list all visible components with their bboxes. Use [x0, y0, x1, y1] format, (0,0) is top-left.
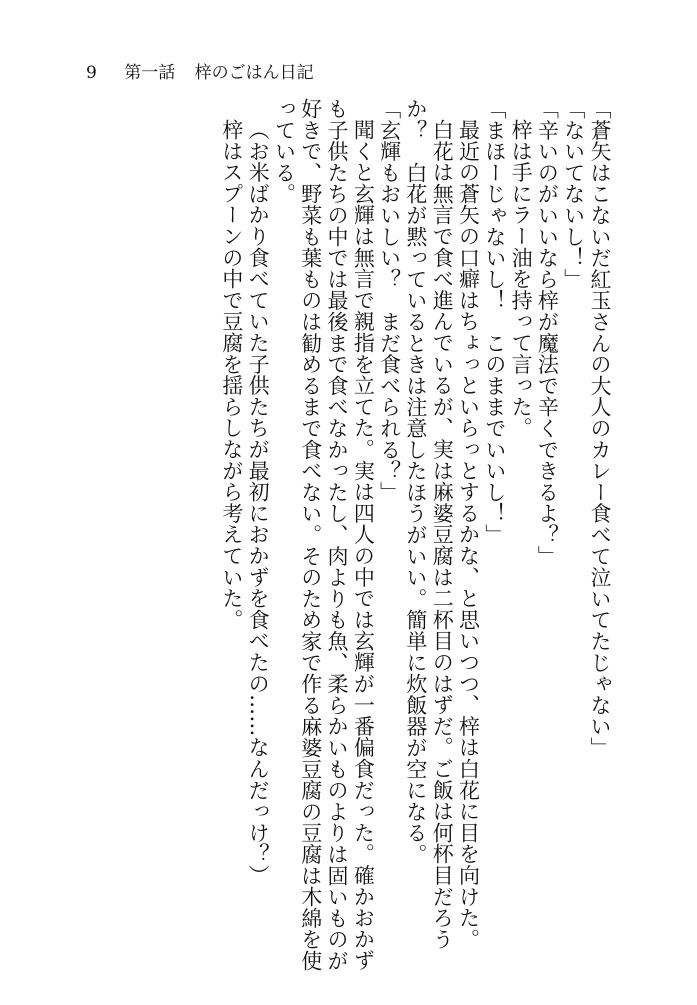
paragraph-4: 梓は手にラー油を持って言った。 — [509, 119, 534, 439]
paragraph-3: 「辛いのがいいなら梓が魔法で辛くできるよ？」 — [535, 98, 560, 567]
paragraph-10: （お米ばかり食べていた子供たちが最初におかずを食べたの……なんだっけ？） — [246, 119, 271, 886]
paragraph-7: 白花は無言で食べ進んでいるが、実は麻婆豆腐は二杯目のはずだ。ご飯は何杯目だろうか？ 白花が黙っているときは注意したほうがいい。簡単に炊飯器が空になる。 — [403, 98, 455, 950]
chapter-title: 梓のごはん日記 — [194, 63, 314, 83]
vertical-body-text — [219, 98, 613, 978]
running-header — [86, 58, 314, 88]
paragraph-5: 「まほーじゃないし！ このままでいいし！」 — [482, 98, 507, 546]
paragraph-8: 「玄輝もおいしい？ まだ食べられる？」 — [377, 98, 402, 503]
page-number: 9 — [86, 63, 97, 83]
paragraph-1: 「蒼矢はこないだ紅玉さんの大人のカレー食べて泣いてたじゃない」 — [588, 98, 612, 759]
paragraph-6: 最近の蒼矢の口癖はちょっといらっとするかな、と思いつつ、梓は白花に目を向けた。 — [456, 119, 481, 950]
paragraph-9: 聞くと玄輝は無言で親指を立てた。実は四人の中では玄輝が一番偏食だった。確かおかずも子供たちの中では最後まで食べなかったし、肉よりも魚、柔らかいものよりは固いものが好きで、野菜も葉ものは勧めるまで食べない。そのため家で作る麻婆豆腐の豆腐は木綿を使っている。 — [272, 98, 376, 972]
paragraph-11: 梓はスプーンの中で豆腐を揺らしながら考えていた。 — [219, 119, 244, 631]
chapter-label: 第一話 — [124, 63, 176, 83]
paragraph-2: 「ないてないし！」 — [561, 98, 586, 290]
